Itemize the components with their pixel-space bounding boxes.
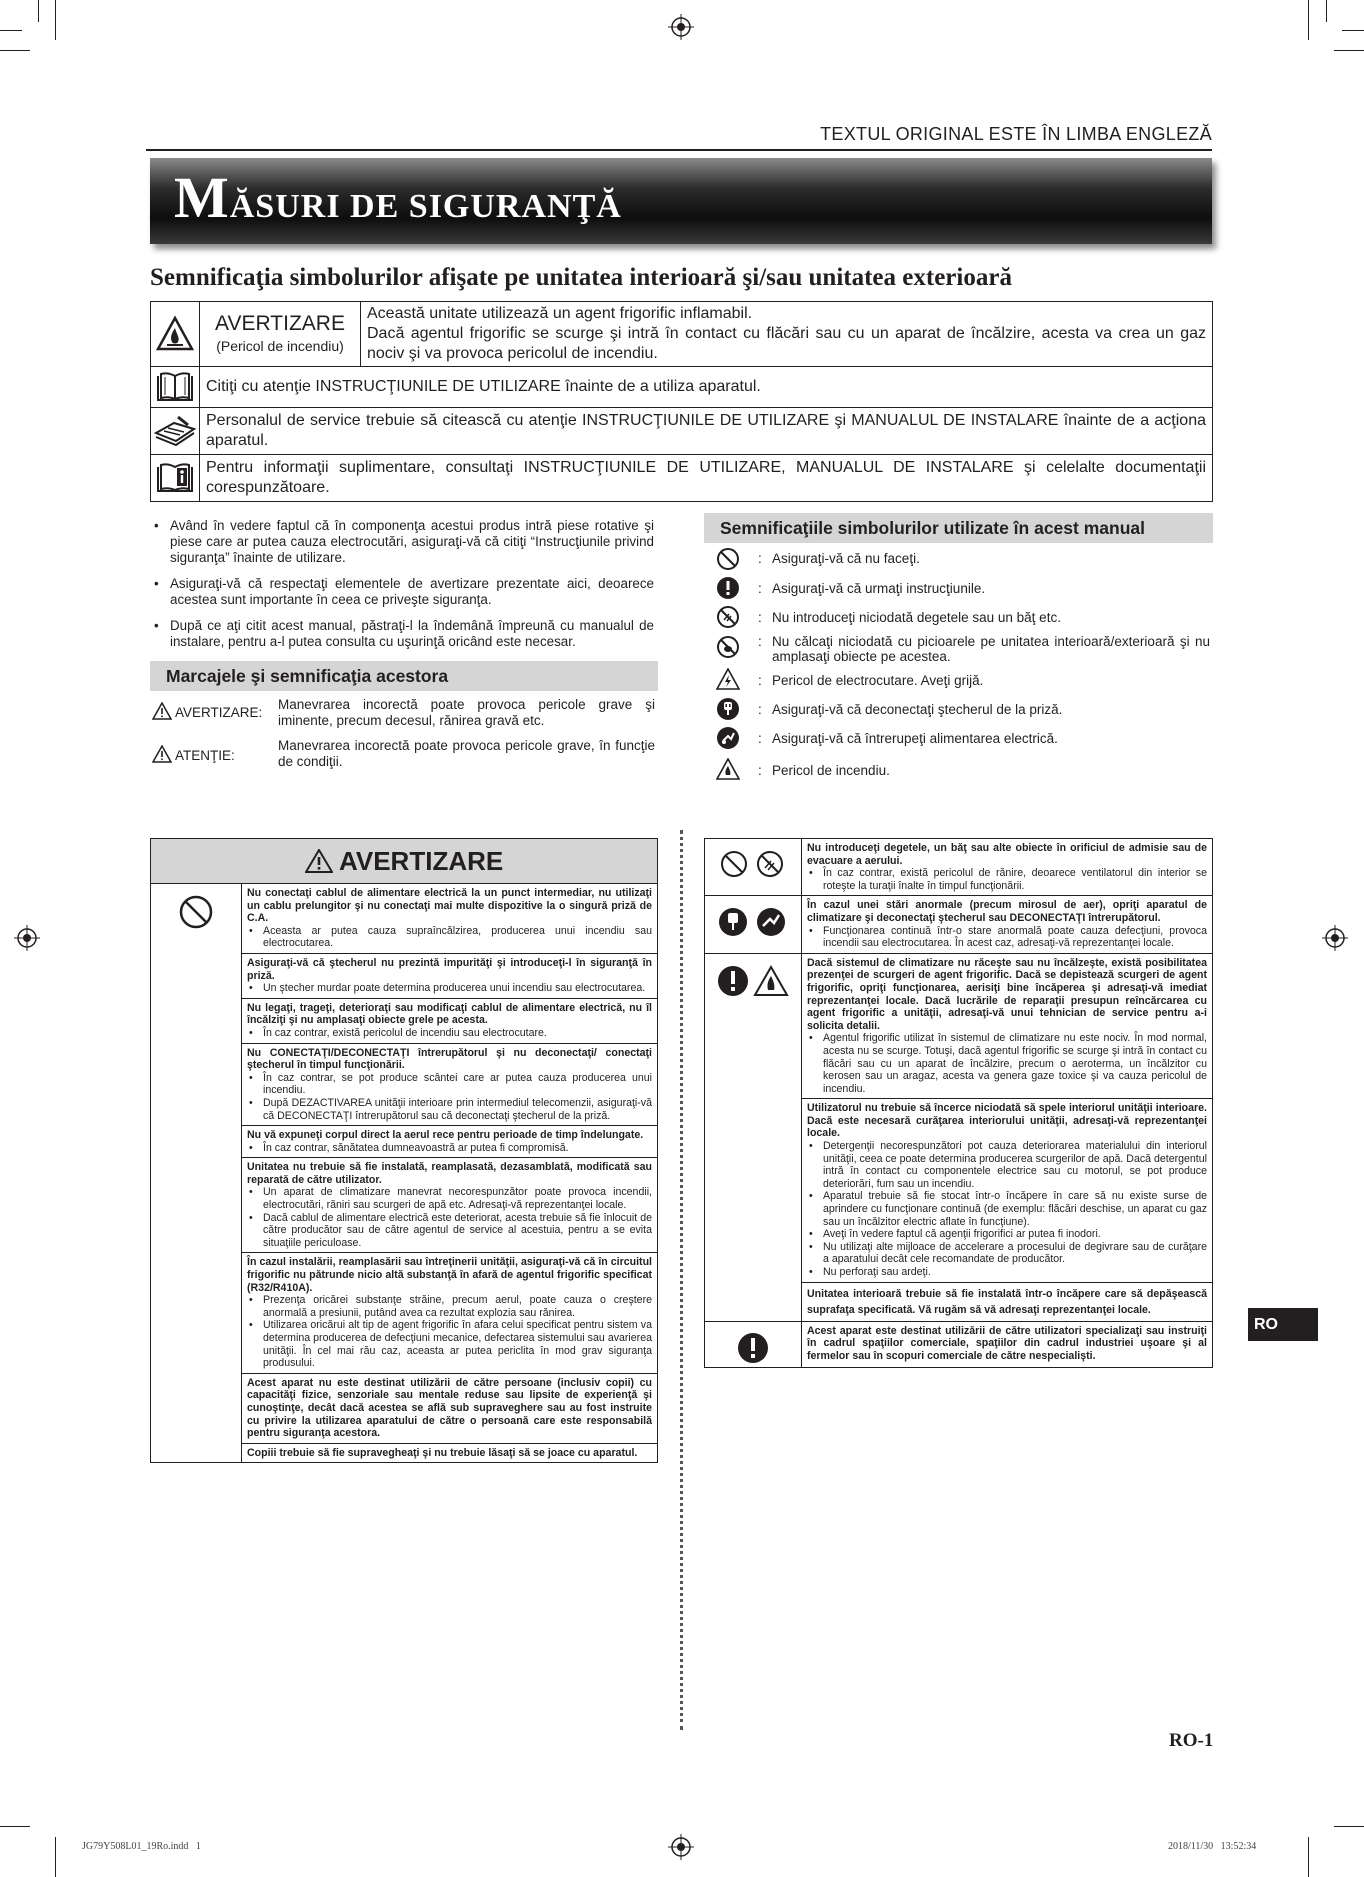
warning-row: Nu legaţi, trageţi, deterioraţi sau modificaţi cablul de alimentare electrică, nu îl încălziţi şi nu amplasaţi obiecte grele pe acesta. • În caz contrar, există pericolul de incendiu sau electrocutare. bbox=[242, 998, 658, 1043]
warning-row: Utilizatorul nu trebuie să încerce niciodată să spele interiorul unităţii interioare. Dacă este necesară curăţarea interiorului unităţii, adresaţi-vă reprezentanţei locale. • Detergenţii necorespunzători pot cauza deteriorarea materialului din interiorul unităţii, ceea ce poate determina producerea scurgerilor de apă. Dacă detergentul intră în contact cu componentele electrice sau cu motorul, se pot produce deteriorări, fum sau un incendiu. • Aparatul trebuie să fie stocat într-o încăpere în care să nu existe surse de aprindere cu funcţionare continuă (de exemplu: flăcări deschise, un aparat cu gaz sau un încălzitor electric aflate în funcţiune). • Aveţi în vedere faptul că agenţii frigorifici ar putea fi inodori. • Nu utilizaţi alte mijloace de accelerare a procesului de degivrare sau de curăţare a aparatului decât cele recomandate de producător. • Nu perforaţi sau ardeţi. bbox=[802, 1099, 1213, 1282]
title-banner bbox=[150, 158, 1212, 244]
caution-marking-text: Manevrarea incorectă poate provoca pericole grave, în funcţie de condiţii. bbox=[278, 738, 655, 769]
intro-bullet: • Având în vedere faptul că în componenţa acestui produs intră piese rotative şi piese care ar putea cauza electrocutări, asiguraţi-vă că citiţi “Instrucţiunile privind siguranţa” înainte de utilizare. bbox=[154, 518, 654, 565]
book-icon bbox=[151, 367, 200, 408]
mandatory-icon bbox=[716, 576, 740, 600]
warning-row: Unitatea interioară trebuie să fie instalată într-o încăpere care să depăşească suprafaţa specificată. Vă rugăm să vă adresaţi reprezentanţei locale. bbox=[802, 1282, 1213, 1321]
warning-row: Nu vă expuneţi corpul direct la aerul rece pentru perioade de timp îndelungate. • În caz contrar, sănătatea dumneavoastră ar putea fi compromisă. bbox=[242, 1126, 658, 1158]
manual-symbol-item: : Asiguraţi-vă că deconectaţi ştecherul de la priză. bbox=[758, 702, 1063, 717]
warning-table-header: AVERTIZARE bbox=[151, 839, 658, 884]
unplug-power-off-icon bbox=[717, 906, 789, 938]
warning-label-cell bbox=[200, 302, 361, 367]
manual-symbol-item: : Asiguraţi-vă că urmaţi instrucţiunile. bbox=[758, 581, 986, 596]
warning-row: Nu CONECTAŢI/DECONECTAŢI întrerupătorul şi nu deconectaţi/ conectaţi ştecherul în timpul funcţionării. • În caz contrar, se pot produce scântei care ar putea cauza producerea unui incendiu. • După DEZACTIVAREA unităţii interioare prin intermediul telecomenzii, asiguraţi-vă că DECONECTAŢI întrerupătorul sau că deconectaţi ştecherul de la priză. bbox=[242, 1043, 658, 1126]
symbols-section-title: Semnificaţia simbolurilor afişate pe unitatea interioară şi/sau unitatea exterioară bbox=[150, 264, 1012, 291]
manual-symbol-item: : Pericol de incendiu. bbox=[758, 763, 890, 778]
warning-text-1: Această unitate utilizează un agent frigorific inflamabil. bbox=[367, 305, 753, 322]
registration-mark-icon bbox=[1322, 925, 1348, 951]
icon-cell bbox=[705, 839, 802, 896]
fire-hazard-icon bbox=[716, 758, 740, 780]
page-number: RO-1 bbox=[1169, 1730, 1214, 1751]
warning-sublabel: (Pericol de incendiu) bbox=[216, 338, 344, 354]
registration-mark-icon bbox=[668, 1834, 694, 1860]
crop-mark bbox=[1308, 1837, 1309, 1877]
manual-symbol-item: : Asiguraţi-vă că întrerupeţi alimentarea electrică. bbox=[758, 731, 1058, 746]
crop-mark bbox=[55, 0, 56, 40]
warning-row: Nu conectaţi cablul de alimentare electrică la un punct intermediar, nu utilizaţi un cablu prelungitor şi nu conectaţi mai multe dispozitive la o singură priză de C.A. • Aceasta ar putea cauza supraîncălzirea, producerea unui incendiu sau electrocutarea. bbox=[242, 884, 658, 954]
crop-mark bbox=[1334, 1826, 1364, 1827]
unplug-icon bbox=[716, 697, 740, 721]
info-manual-icon bbox=[151, 455, 200, 502]
warning-row: Unitatea nu trebuie să fie instalată, reamplasată, dezasamblată, modificată sau reparată de către utilizator. • Un aparat de climatizare manevrat necorespunzător poate provoca incendii, electrocutări, răniri sau scurgeri de apă etc. Adresaţi-vă reprezentanţei locale. • Dacă cablul de alimentare electrică este deteriorat, acesta trebuie să fie înlocuit de către producător sau de către agentul de service al acestuia, pentru a se evita situaţiile periculoase. bbox=[242, 1158, 658, 1253]
timestamp: 2018/11/30 13:52:34 bbox=[1168, 1841, 1257, 1852]
warning-row: În cazul unei stări anormale (precum mirosul de aer), opriţi aparatul de climatizare şi deconectaţi ştecherul sau DECONECTAŢI întrerupătorul. • Funcţionarea continuă într-o stare anormală poate cauza defecţiuni, provoca incendii sau electrocutarea. În acest caz, adresaţi-vă reprezentanţei locale. bbox=[802, 896, 1213, 953]
manual-symbol-item: : Nu introduceţi niciodată degetele sau un băţ etc. bbox=[758, 610, 1061, 625]
power-off-icon bbox=[716, 726, 740, 750]
registration-mark-icon bbox=[668, 14, 694, 40]
intro-bullet: • Asiguraţi-vă că respectaţi elementele de avertizare prezentate aici, deoarece acestea sunt importante în ceea ce priveşte siguranţa. bbox=[154, 576, 654, 607]
crop-mark bbox=[1342, 30, 1364, 31]
prohibited-icon bbox=[151, 884, 242, 1463]
manual-symbol-item: : Nu călcaţi niciodată cu picioarele pe unitatea interioară/exterioară şi nu amplasaţi obiecte pe acestea. bbox=[758, 634, 1210, 664]
header-rule bbox=[146, 149, 1212, 151]
no-fingers-icon bbox=[718, 849, 788, 879]
fire-warning-icon bbox=[151, 302, 200, 367]
crop-mark bbox=[0, 30, 22, 31]
no-fingers-icon bbox=[716, 605, 740, 629]
caution-marking: ATENŢIE: bbox=[152, 745, 235, 764]
intro-bullet: • După ce aţi citit acest manual, păstraţi-l la îndemână împreună cu manualul de instalare, pentru a-l putea consulta cu uşurinţă oricând este necesar. bbox=[154, 618, 654, 649]
service-manual-text: Personalul de service trebuie să citească cu atenţie INSTRUCŢIUNILE DE UTILIZARE şi MANUALUL DE INSTALARE înainte de a acţiona aparatul. bbox=[200, 408, 1213, 455]
registration-mark-icon bbox=[14, 925, 40, 951]
symbols-table bbox=[150, 301, 1213, 502]
warning-row: Acest aparat nu este destinat utilizării de către persoane (inclusiv copii) cu capacităţi fizice, senzoriale sau mentale reduse sau lipsite de experienţă şi cunoştinţe, decât dacă acestea se află sub supraveghere sau au fost instruite cu privire la utilizarea aparatului de către o persoană care este responsabilă pentru siguranţa acestora. bbox=[242, 1373, 658, 1443]
info-manual-text: Pentru informaţii suplimentare, consultaţi INSTRUCŢIUNILE DE UTILIZARE, MANUALUL DE INSTALARE şi celelalte documentaţii corespunzătoare. bbox=[200, 455, 1213, 502]
no-stepping-icon bbox=[716, 635, 740, 659]
file-name: JG79Y508L01_19Ro.indd 1 bbox=[82, 1841, 201, 1852]
warning-table-left bbox=[150, 838, 658, 1463]
warning-row: În cazul instalării, reamplasării sau întreţinerii unităţii, asiguraţi-vă că în circuitul frigorific nu pătrunde nicio altă substanţă în afară de agentul frigorific specificat (R32/R410A). • Prezenţa oricărei substanţe străine, precum aerul, poate cauza o creştere anormală a presiunii, putând avea ca rezultat explozia sau rănirea. • Utilizarea oricărui alt tip de agent frigorific în afara celui specificat pentru sistem va determina producerea de defecţiuni mecanice, defectarea sistemului sau avarierea unităţii. În cel mai rău caz, aceasta ar putea periclita în mod grav siguranţa produsului. bbox=[242, 1253, 658, 1373]
crop-mark bbox=[1334, 50, 1364, 51]
warning-table-right bbox=[704, 838, 1213, 1368]
crop-mark bbox=[55, 1837, 56, 1877]
manual-symbols-title: Semnificaţiile simbolurilor utilizate în acest manual bbox=[704, 513, 1213, 543]
warning-row: Nu introduceţi degetele, un băţ sau alte obiecte în orificiul de admisie sau de evacuare a aerului. • În caz contrar, există pericolul de rănire, deoarece ventilatorul din interior se roteşte la turaţii înalte în timpul funcţionării. bbox=[802, 839, 1213, 896]
service-manual-icon bbox=[151, 408, 200, 455]
warning-row: Acest aparat este destinat utilizării de către utilizatori specializaţi sau instruiţi în cadrul spaţiilor comerciale, spaţiilor din cadrul industriei uşoare şi al fermelor sau în scopuri comerciale de către nespecialişti. bbox=[802, 1321, 1213, 1367]
crop-mark bbox=[1308, 0, 1309, 40]
caution-triangle-icon bbox=[152, 745, 172, 763]
icon-cell bbox=[705, 896, 802, 953]
crop-mark bbox=[38, 0, 39, 22]
mandatory-fire-icon bbox=[717, 964, 789, 998]
column-divider bbox=[680, 830, 683, 1730]
markings-title: Marcajele şi semnificaţia acestora bbox=[150, 661, 658, 691]
icon-cell bbox=[705, 953, 802, 1321]
manual-symbol-item: : Pericol de electrocutare. Aveţi grijă. bbox=[758, 673, 984, 688]
warning-row: Dacă sistemul de climatizare nu răceşte sau nu încălzeşte, există posibilitatea prezenţei de scurgeri de agent frigorific. Dacă se depistează scurgeri de agent frigorific, opriţi funcţionarea, aerisiţi bine încăperea şi adresaţi-vă imediat reprezentanţei locale. Dacă lucrările de reparaţii presupun reîncărcarea cu agent frigorific a unităţii, adresaţi-vă unui tehnician de service pentru a-i solicita detalii. • Agentul frigorific utilizat în sistemul de climatizare nu este nociv. În mod normal, acesta nu se scurge. Totuşi, dacă agentul frigorific se scurge şi intră în contact cu flăcări sau cu un aparat de încălzire, precum o aeroterma, un încălzitor cu kerosen sau un aragaz, acesta va genera gaze toxice şi va cauza pericolul de incendiu. bbox=[802, 953, 1213, 1099]
title-initial: M bbox=[174, 165, 230, 230]
warning-label: AVERTIZARE bbox=[215, 312, 345, 335]
warning-marking-text: Manevrarea incorectă poate provoca pericole grave şi iminente, precum decesul, rănirea gravă etc. bbox=[278, 697, 655, 728]
read-instructions-text: Citiţi cu atenţie INSTRUCŢIUNILE DE UTILIZARE înainte de a utiliza aparatul. bbox=[200, 367, 1213, 408]
electric-shock-icon bbox=[716, 668, 740, 690]
mandatory-icon bbox=[705, 1321, 802, 1367]
prohibited-icon bbox=[716, 547, 740, 571]
page-title bbox=[174, 164, 622, 231]
crop-mark bbox=[0, 50, 30, 51]
title-rest: ĂSURI DE SIGURANŢĂ bbox=[229, 188, 622, 225]
manual-symbol-item: : Asiguraţi-vă că nu faceţi. bbox=[758, 551, 920, 566]
warning-marking: AVERTIZARE: bbox=[152, 702, 262, 721]
warning-triangle-icon bbox=[152, 702, 172, 720]
language-tab: RO bbox=[1248, 1308, 1318, 1341]
warning-description bbox=[361, 302, 1213, 367]
warning-row: Asiguraţi-vă că ştecherul nu prezintă impurităţi şi introduceţi-l în siguranţă în priză. • Un ştecher murdar poate determina producerea unui incendiu sau electrocutarea. bbox=[242, 953, 658, 998]
crop-mark bbox=[0, 1826, 30, 1827]
warning-triangle-icon bbox=[305, 849, 333, 873]
original-language-note: TEXTUL ORIGINAL ESTE ÎN LIMBA ENGLEZĂ bbox=[820, 124, 1212, 144]
warning-row: Copiii trebuie să fie supravegheaţi şi nu trebuie lăsaţi să se joace cu aparatul. bbox=[242, 1443, 658, 1463]
warning-text-2: Dacă agentul frigorific se scurge şi intră în contact cu flăcări sau cu un aparat de încălzire, acesta va crea un gaz nociv şi va provoca pericolul de incendiu. bbox=[367, 325, 1206, 362]
crop-mark bbox=[1326, 0, 1327, 22]
